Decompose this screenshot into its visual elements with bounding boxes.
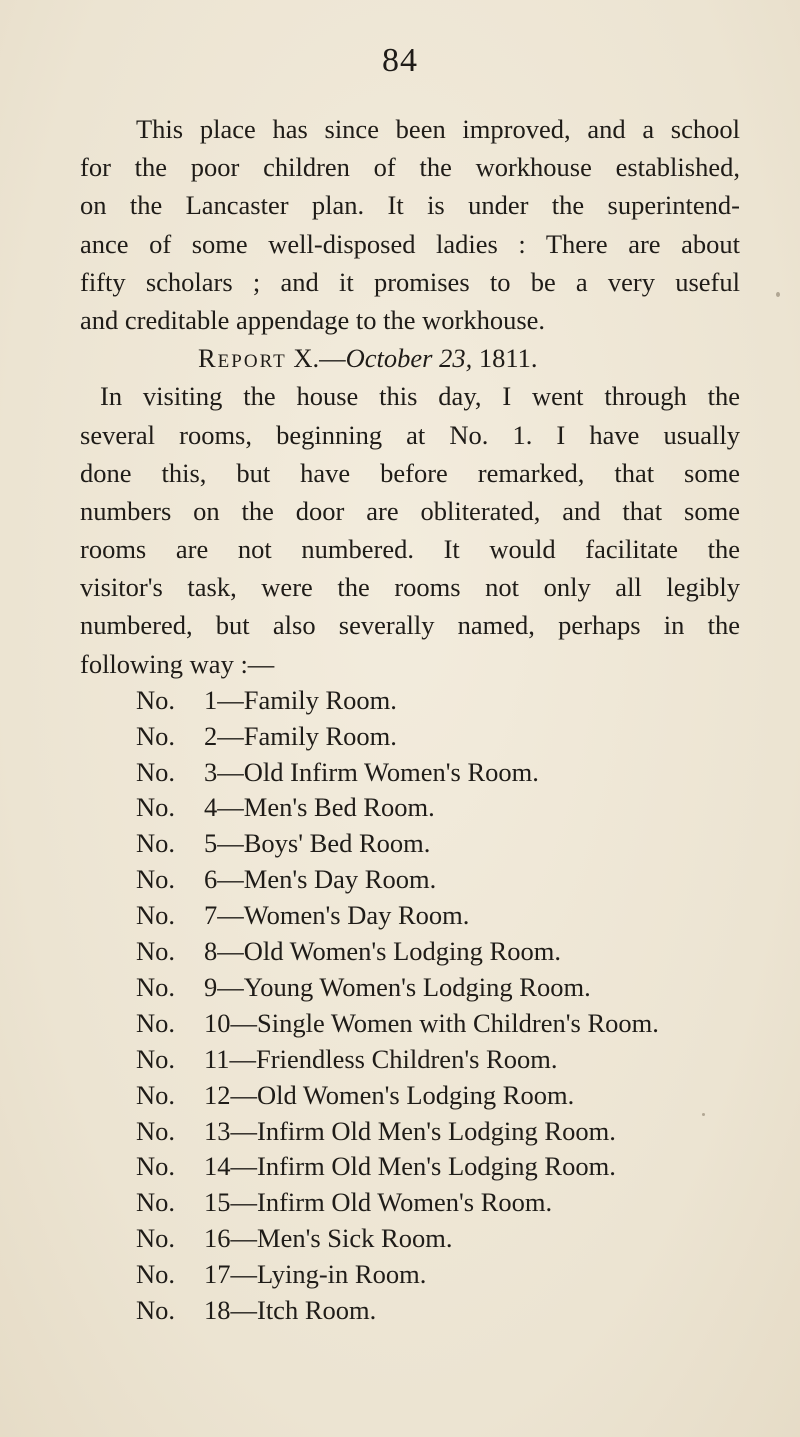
room-no: No. (136, 971, 176, 1002)
text-line: for the poor children of the workhouse established, (80, 152, 740, 183)
room-name: 16—Men's Sick Room. (204, 1223, 453, 1254)
report-label: Report (198, 343, 287, 374)
report-year: 1811. (472, 343, 538, 374)
room-name: 10—Single Women with Children's Room. (204, 1007, 659, 1038)
room-name: 4—Men's Bed Room. (204, 792, 435, 823)
text-line: numbers on the door are obliterated, and that some (80, 495, 740, 526)
text-line: numbered, but also severally named, perhaps in the (80, 610, 740, 641)
room-no: No. (136, 1007, 176, 1038)
list-item (80, 1149, 740, 1185)
room-no: No. (136, 1259, 176, 1290)
list-item (80, 683, 740, 719)
list-item (80, 862, 740, 898)
room-no: No. (136, 828, 176, 859)
list-item (80, 1221, 740, 1257)
text-line: rooms are not numbered. It would facilitate the (80, 534, 740, 565)
page-body (80, 110, 740, 1329)
room-no: No. (136, 1187, 176, 1218)
list-item (80, 970, 740, 1006)
room-no: No. (136, 1043, 176, 1074)
text-line: visitor's task, were the rooms not only all legibly (80, 572, 740, 603)
room-name: 11—Friendless Children's Room. (204, 1043, 558, 1074)
room-name: 7—Women's Day Room. (204, 900, 470, 931)
page-number: 84 (382, 42, 418, 79)
room-list (80, 683, 740, 1329)
room-no: No. (136, 1294, 176, 1325)
report-heading (80, 339, 740, 377)
room-no: No. (136, 792, 176, 823)
text-line: several rooms, beginning at No. 1. I have usually (80, 419, 740, 450)
text-line: following way :— (80, 648, 275, 679)
list-item (80, 755, 740, 791)
paper-speck (776, 292, 780, 297)
list-item (80, 1078, 740, 1114)
text-line: on the Lancaster plan. It is under the superintend- (80, 190, 740, 221)
text-line: In visiting the house this day, I went through the (100, 381, 740, 412)
room-no: No. (136, 864, 176, 895)
room-no: No. (136, 900, 176, 931)
room-no: No. (136, 1151, 176, 1182)
visit-paragraph (80, 377, 740, 683)
room-name: 14—Infirm Old Men's Lodging Room. (204, 1151, 616, 1182)
room-name: 5—Boys' Bed Room. (204, 828, 431, 859)
list-item (80, 719, 740, 755)
list-item (80, 934, 740, 970)
list-item (80, 826, 740, 862)
room-no: No. (136, 720, 176, 751)
report-number: X.— (293, 343, 346, 374)
room-name: 6—Men's Day Room. (204, 864, 437, 895)
room-name: 3—Old Infirm Women's Room. (204, 756, 539, 787)
intro-paragraph (80, 110, 740, 339)
report-date: October 23, (345, 343, 473, 374)
text-line: This place has since been improved, and a school (136, 114, 740, 144)
room-name: 18—Itch Room. (204, 1294, 377, 1325)
text-line: done this, but have before remarked, that some (80, 457, 740, 488)
room-name: 1—Family Room. (204, 684, 397, 715)
list-item (80, 1114, 740, 1150)
room-no: No. (136, 1079, 176, 1110)
text-line: and creditable appendage to the workhouse. (80, 304, 546, 335)
text-line: fifty scholars ; and it promises to be a very useful (80, 266, 740, 297)
text-line: ance of some well-disposed ladies : There are about (80, 228, 740, 259)
room-no: No. (136, 1223, 176, 1254)
list-item (80, 1185, 740, 1221)
room-no: No. (136, 1115, 176, 1146)
room-name: 2—Family Room. (204, 720, 397, 751)
room-name: 13—Infirm Old Men's Lodging Room. (204, 1115, 616, 1146)
room-no: No. (136, 684, 176, 715)
room-no: No. (136, 936, 176, 967)
paper-speck (702, 1113, 705, 1116)
room-name: 12—Old Women's Lodging Room. (204, 1079, 575, 1110)
list-item (80, 898, 740, 934)
room-name: 9—Young Women's Lodging Room. (204, 971, 591, 1002)
list-item (80, 790, 740, 826)
list-item (80, 1257, 740, 1293)
room-name: 15—Infirm Old Women's Room. (204, 1187, 553, 1218)
list-item (80, 1042, 740, 1078)
list-item (80, 1293, 740, 1329)
room-name: 17—Lying-in Room. (204, 1259, 427, 1290)
room-no: No. (136, 756, 176, 787)
list-item (80, 1006, 740, 1042)
room-name: 8—Old Women's Lodging Room. (204, 936, 561, 967)
